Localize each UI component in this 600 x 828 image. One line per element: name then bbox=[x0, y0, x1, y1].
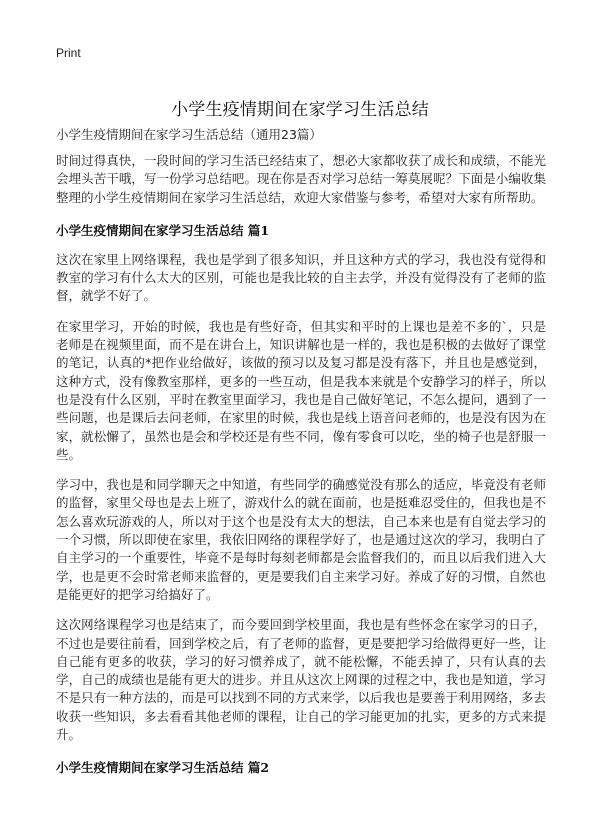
section-heading-1: 小学生疫情期间在家学习生活总结 篇1 bbox=[56, 222, 270, 238]
page-title: 小学生疫情期间在家学习生活总结 bbox=[171, 100, 429, 121]
document-body bbox=[56, 152, 546, 788]
section1-paragraph-3: 学习中，我也是和同学聊天之中知道，有些同学的确感觉没有那么的适应，毕竟没有老师的监督，家里父母也是去上班了，游戏什么的就在面前，也是挺难忍受住的，但我也是不怎么喜欢玩游戏的人，所以对于这个也是没有太大的想法，自己本来也是有自觉去学习的一个习惯，所以即使在家里，我依旧网络的课程学好了，也是通过这次的学习，我明白了自主学习的一个重要性，毕竟不是每时每刻老师都是会监督我们的，而且以后我们进入大学，也是更不会时常老师来监督的，更是要我们自主来学习好。养成了好的习惯，自然也是能更好的把学习给搞好了。 bbox=[56, 477, 546, 602]
section1-paragraph-1: 这次在家里上网络课程，我也是学到了很多知识，并且这种方式的学习，我也没有觉得和教室的学习有什么太大的区别，可能也是我比较的自主去学，并没有觉得没有了老师的监督，就学不好了。 bbox=[56, 251, 546, 304]
section-heading-2: 小学生疫情期间在家学习生活总结 篇2 bbox=[56, 760, 270, 776]
document-subtitle: 小学生疫情期间在家学习生活总结（通用23篇） bbox=[56, 127, 322, 142]
section1-paragraph-2: 在家里学习，开始的时候，我也是有些好奇，但其实和平时的上课也是差不多的`，只是老师是在视频里面，而不是在讲台上，知识讲解也是一样的，我也是积极的去做好了课堂的笔记，认真的*把作业给做好，该做的预习以及复习都是没有落下，并且也是感觉到，这种方式，没有像教室那样，更多的一些互动，但是我本来就是个安静学习的样子，所以也是没有什么区别，平时在教室里面学习，我也是自己做好笔记，不怎么提问，遇到了一些问题，也是课后去问老师，在家里的时候，我也是线上语音问老师的，也是没有因为在家，就松懈了，虽然也是会和学校还是有些不同，像有零食可以吃，坐的椅子也是舒服一些。 bbox=[56, 318, 546, 462]
section1-paragraph-4: 这次网络课程学习也是结束了，而今要回到学校里面，我也是有些怀念在家学习的日子，不过也是要往前看，回到学校之后，有了老师的监督，更是要把学习给做得更好一些，让自己能有更多的收获，学习的好习惯养成了，就不能松懈，不能丢掉了，只有认真的去学，自己的成绩也是能有更大的进步。并且从这次上网课的过程之中，我也是知道，学习不是只有一种方法的，而是可以找到不同的方式来学，以后我也是要善于利用网络，多去收获一些知识，多去看看其他老师的课程，让自己的学习能更加的扎实，更多的方式来提升。 bbox=[56, 617, 546, 743]
intro-paragraph: 时间过得真快，一段时间的学习生活已经结束了，想必大家都收获了成长和成绩，不能光会埋头苦干哦，写一份学习总结吧。现在你是否对学习总结一筹莫展呢？下面是小编收集整理的小学生疫情期间在家学习生活总结，欢迎大家借鉴与参考，希望对大家有所帮助。 bbox=[56, 153, 546, 205]
print-link[interactable]: Print bbox=[56, 46, 81, 60]
